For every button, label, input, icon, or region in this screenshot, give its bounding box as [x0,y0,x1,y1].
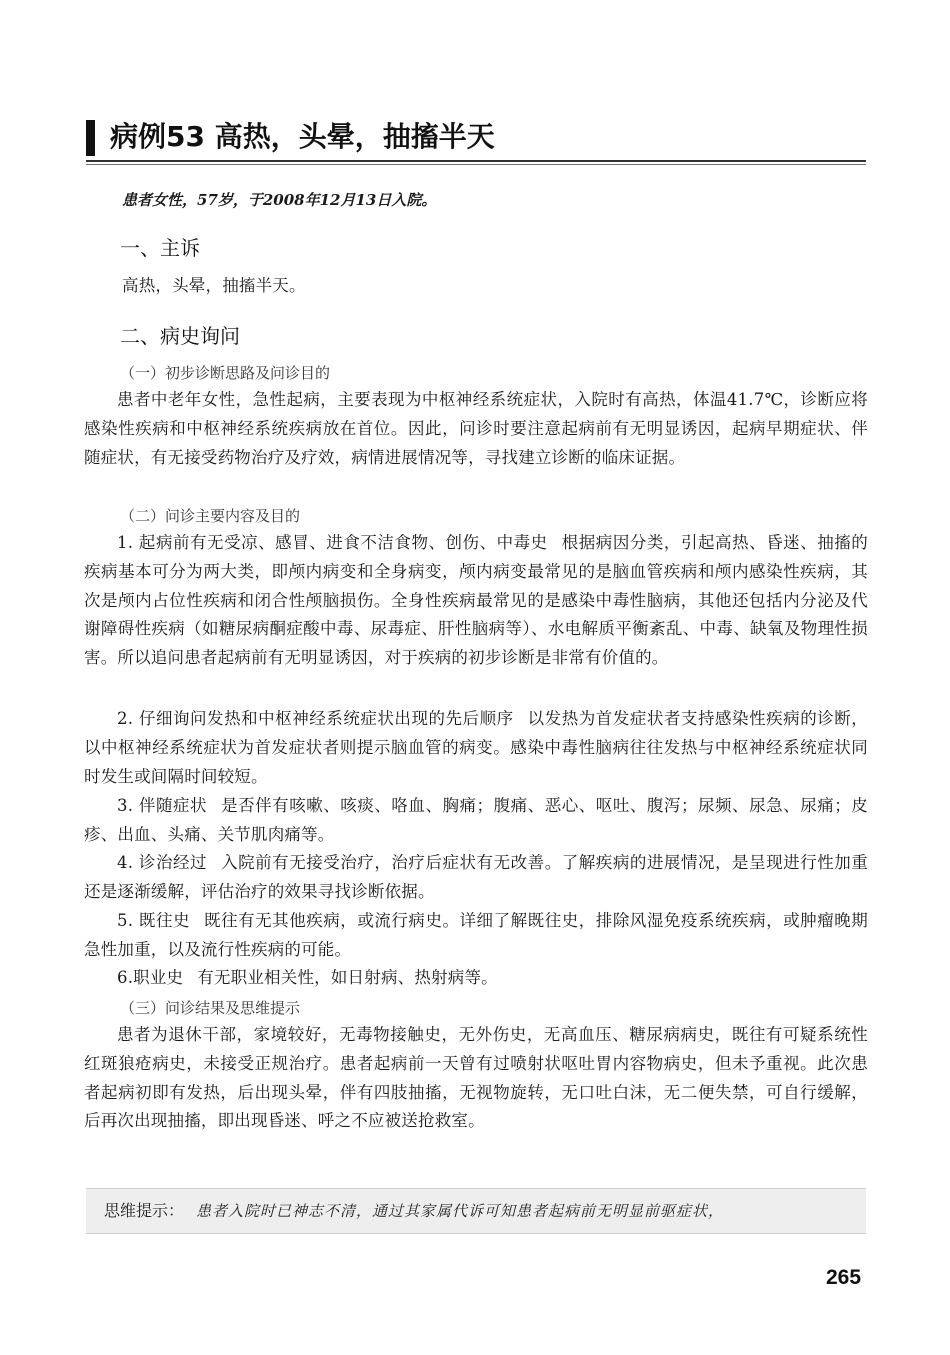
patient-info: 患者女性，57岁，于2008年12月13日入院。 [122,191,437,209]
inquiry-item-3 [84,792,868,850]
case-title-bar [86,118,866,158]
title-underline-thin [86,164,866,165]
subsection-heading-inquiry-content: （二）问诊主要内容及目的 [120,507,301,525]
inquiry-item-5-lead: 5. 既往史 [117,911,191,930]
section-heading-chief-complaint: 一、主诉 [120,236,200,260]
inquiry-item-6-lead: 6.职业史 [117,968,184,987]
inquiry-item-1 [84,529,868,673]
inquiry-item-4-lead: 4. 诊治经过 [117,853,208,872]
case-title: 病例53 高热，头晕，抽搐半天 [110,120,495,153]
inquiry-results-text: 患者为退休干部，家境较好，无毒物接触史，无外伤史，无高血压、糖尿病病史，既往有可疑系统性红斑狼疮病史，未接受正规治疗。患者起病前一天曾有过喷射状呕吐胃内容物病史，但未予重视。此次患者起病初即有发热，后出现头晕，伴有四肢抽搐，无视物旋转，无口吐白沫，无二便失禁，可自行缓解，后再次出现抽搐，即出现昏迷、呼之不应被送抢救室。 [84,1025,868,1131]
subsection-heading-inquiry-results: （三）问诊结果及思维提示 [120,999,301,1017]
inquiry-item-3-text: 是否伴有咳嗽、咳痰、咯血、胸痛；腹痛、恶心、呕吐、腹泻；尿频、尿急、尿痛；皮疹、出血、头痛、关节肌肉痛等。 [84,796,868,844]
thinking-tip-label: 思维提示： [104,1201,185,1220]
subsection-heading-diagnosis-approach: （一）初步诊断思路及问诊目的 [120,364,331,382]
title-underline [86,160,866,162]
page-number: 265 [826,1266,862,1289]
inquiry-item-2-text: 以发热为首发症状者支持感染性疾病的诊断，以中枢神经系统症状为首发症状者则提示脑血管的病变。感染中毒性脑病往往发热与中枢神经系统症状同时发生或间隔时间较短。 [84,709,868,786]
section-heading-history: 二、病史询问 [120,324,240,348]
inquiry-item-2-lead: 2. 仔细询问发热和中枢神经系统症状出现的先后顺序 [117,709,514,728]
inquiry-item-6-text: 有无职业相关性，如日射病、热射病等。 [197,968,498,987]
inquiry-item-4-text: 入院前有无接受治疗，治疗后症状有无改善。了解疾病的进展情况，是呈现进行性加重还是逐渐缓解，评估治疗的效果寻找诊断依据。 [84,853,868,901]
inquiry-item-5 [84,907,868,965]
inquiry-item-1-lead: 1. 起病前有无受凉、感冒、进食不洁食物、创伤、中毒史 [117,533,548,552]
thinking-tip-text: 患者入院时已神志不清，通过其家属代诉可知患者起病前无明显前驱症状， [196,1202,725,1220]
title-marker-bar [86,120,95,156]
diagnosis-approach-text: 患者中老年女性，急性起病，主要表现为中枢神经系统症状，入院时有高热，体温41.7℃，诊断应将感染性疾病和中枢神经系统疾病放在首位。因此，问诊时要注意起病前有无明显诱因，起病早期症状、伴随症状，有无接受药物治疗及疗效，病情进展情况等，寻找建立诊断的临床证据。 [84,390,868,467]
chief-complaint-text: 高热，头晕，抽搐半天。 [122,276,306,295]
inquiry-item-5-text: 既往有无其他疾病，或流行病史。详细了解既往史，排除风湿免疫系统疾病，或肿瘤晚期急性加重，以及流行性疾病的可能。 [84,911,868,959]
thinking-tip-box [86,1188,866,1234]
inquiry-item-3-lead: 3. 伴随症状 [117,796,208,815]
inquiry-item-4 [84,849,868,907]
inquiry-item-6 [84,964,868,993]
inquiry-item-2 [84,705,868,791]
inquiry-item-1-text: 根据病因分类，引起高热、昏迷、抽搐的疾病基本可分为两大类，即颅内病变和全身病变，颅内病变最常见的是脑血管疾病和颅内感染性疾病，其次是颅内占位性疾病和闭合性颅脑损伤。全身性疾病最常见的是感染中毒性脑病，其他还包括内分泌及代谢障碍性疾病（如糖尿病酮症酸中毒、尿毒症、肝性脑病等）、水电解质平衡紊乱、中毒、缺氧及物理性损害。所以追问患者起病前有无明显诱因，对于疾病的初步诊断是非常有价值的。 [84,533,869,668]
